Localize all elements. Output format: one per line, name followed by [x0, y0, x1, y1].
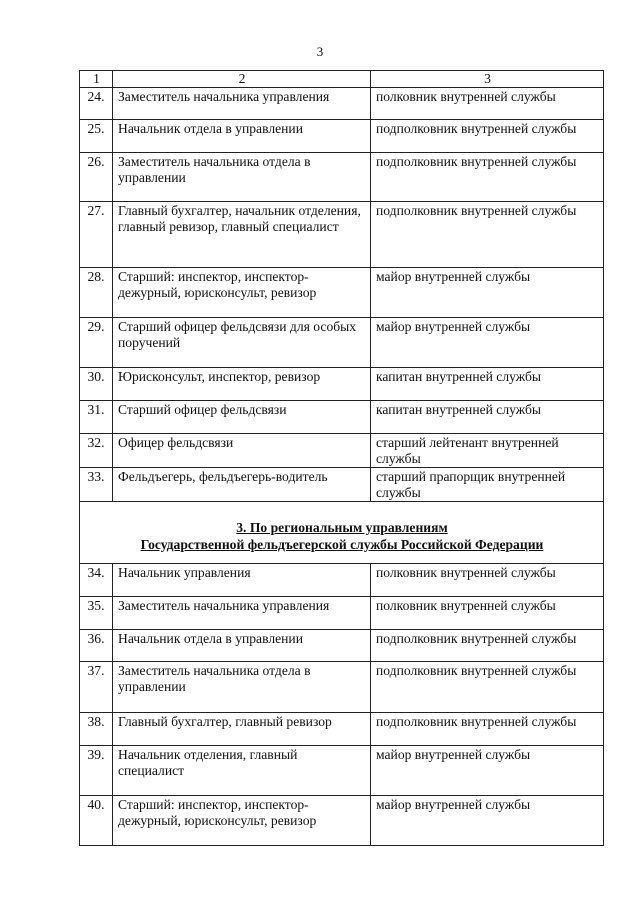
- row-position: Заместитель начальника отдела в управлении: [113, 153, 371, 202]
- row-number: 32.: [80, 434, 113, 468]
- row-rank: полковник внутренней службы: [371, 564, 604, 597]
- row-position: Начальник отделения, главный специалист: [113, 746, 371, 796]
- row-number: 37.: [80, 662, 113, 713]
- table-row: [80, 662, 604, 713]
- row-rank: старший прапорщик внутренней службы: [371, 468, 604, 502]
- row-position: Главный бухгалтер, начальник отделения, главный ревизор, главный специалист: [113, 202, 371, 268]
- row-rank: подполковник внутренней службы: [371, 662, 604, 713]
- row-position: Начальник управления: [113, 564, 371, 597]
- row-position: Главный бухгалтер, главный ревизор: [113, 713, 371, 746]
- row-number: 33.: [80, 468, 113, 502]
- table-row: [80, 468, 604, 502]
- table-row: [80, 713, 604, 746]
- row-number: 35.: [80, 597, 113, 630]
- row-number: 40.: [80, 796, 113, 846]
- row-rank: майор внутренней службы: [371, 318, 604, 368]
- section-heading-line-2: Государственной фельдъегерской службы Российской Федерации: [140, 536, 544, 552]
- table-header-row: [80, 71, 604, 88]
- row-position: Офицер фельдсвязи: [113, 434, 371, 468]
- row-rank: майор внутренней службы: [371, 746, 604, 796]
- header-col-3: 3: [371, 71, 604, 88]
- section-heading-row: [80, 502, 604, 564]
- table-row: [80, 120, 604, 153]
- row-position: Старший: инспектор, инспектор-дежурный, юрисконсульт, ревизор: [113, 796, 371, 846]
- row-rank: полковник внутренней службы: [371, 597, 604, 630]
- row-number: 26.: [80, 153, 113, 202]
- positions-ranks-table: [79, 70, 604, 846]
- table-row: [80, 401, 604, 434]
- row-position: Заместитель начальника управления: [113, 88, 371, 120]
- table-row: [80, 796, 604, 846]
- row-number: 25.: [80, 120, 113, 153]
- table-row: [80, 434, 604, 468]
- row-position: Старший: инспектор, инспектор-дежурный, юрисконсульт, ревизор: [113, 268, 371, 318]
- row-rank: полковник внутренней службы: [371, 88, 604, 120]
- table-row: [80, 153, 604, 202]
- row-rank: подполковник внутренней службы: [371, 202, 604, 268]
- row-position: Старший офицер фельдсвязи для особых поручений: [113, 318, 371, 368]
- header-col-1: 1: [80, 71, 113, 88]
- row-number: 34.: [80, 564, 113, 597]
- row-rank: майор внутренней службы: [371, 268, 604, 318]
- row-position: Заместитель начальника управления: [113, 597, 371, 630]
- row-rank: подполковник внутренней службы: [371, 713, 604, 746]
- row-position: Начальник отдела в управлении: [113, 120, 371, 153]
- row-number: 36.: [80, 630, 113, 662]
- row-number: 28.: [80, 268, 113, 318]
- row-number: 29.: [80, 318, 113, 368]
- row-rank: капитан внутренней службы: [371, 368, 604, 401]
- table-row: [80, 268, 604, 318]
- table-row: [80, 630, 604, 662]
- row-number: 24.: [80, 88, 113, 120]
- row-rank: капитан внутренней службы: [371, 401, 604, 434]
- row-position: Юрисконсульт, инспектор, ревизор: [113, 368, 371, 401]
- row-rank: подполковник внутренней службы: [371, 153, 604, 202]
- table-row: [80, 368, 604, 401]
- row-position: Начальник отдела в управлении: [113, 630, 371, 662]
- row-position: Заместитель начальника отдела в управлении: [113, 662, 371, 713]
- page-number: 3: [316, 44, 324, 59]
- row-position: Фельдъегерь, фельдъегерь-водитель: [113, 468, 371, 502]
- header-col-2: 2: [113, 71, 371, 88]
- section-heading-line-1: 3. По региональным управлениям: [236, 519, 448, 535]
- row-rank: подполковник внутренней службы: [371, 120, 604, 153]
- row-rank: майор внутренней службы: [371, 796, 604, 846]
- row-number: 30.: [80, 368, 113, 401]
- row-number: 39.: [80, 746, 113, 796]
- row-position: Старший офицер фельдсвязи: [113, 401, 371, 434]
- table-row: [80, 202, 604, 268]
- table-row: [80, 318, 604, 368]
- table-row: [80, 597, 604, 630]
- table-row: [80, 88, 604, 120]
- row-rank: старший лейтенант внутренней службы: [371, 434, 604, 468]
- row-number: 31.: [80, 401, 113, 434]
- table-row: [80, 746, 604, 796]
- row-number: 27.: [80, 202, 113, 268]
- row-rank: подполковник внутренней службы: [371, 630, 604, 662]
- table-row: [80, 564, 604, 597]
- section-heading: [80, 502, 604, 564]
- row-number: 38.: [80, 713, 113, 746]
